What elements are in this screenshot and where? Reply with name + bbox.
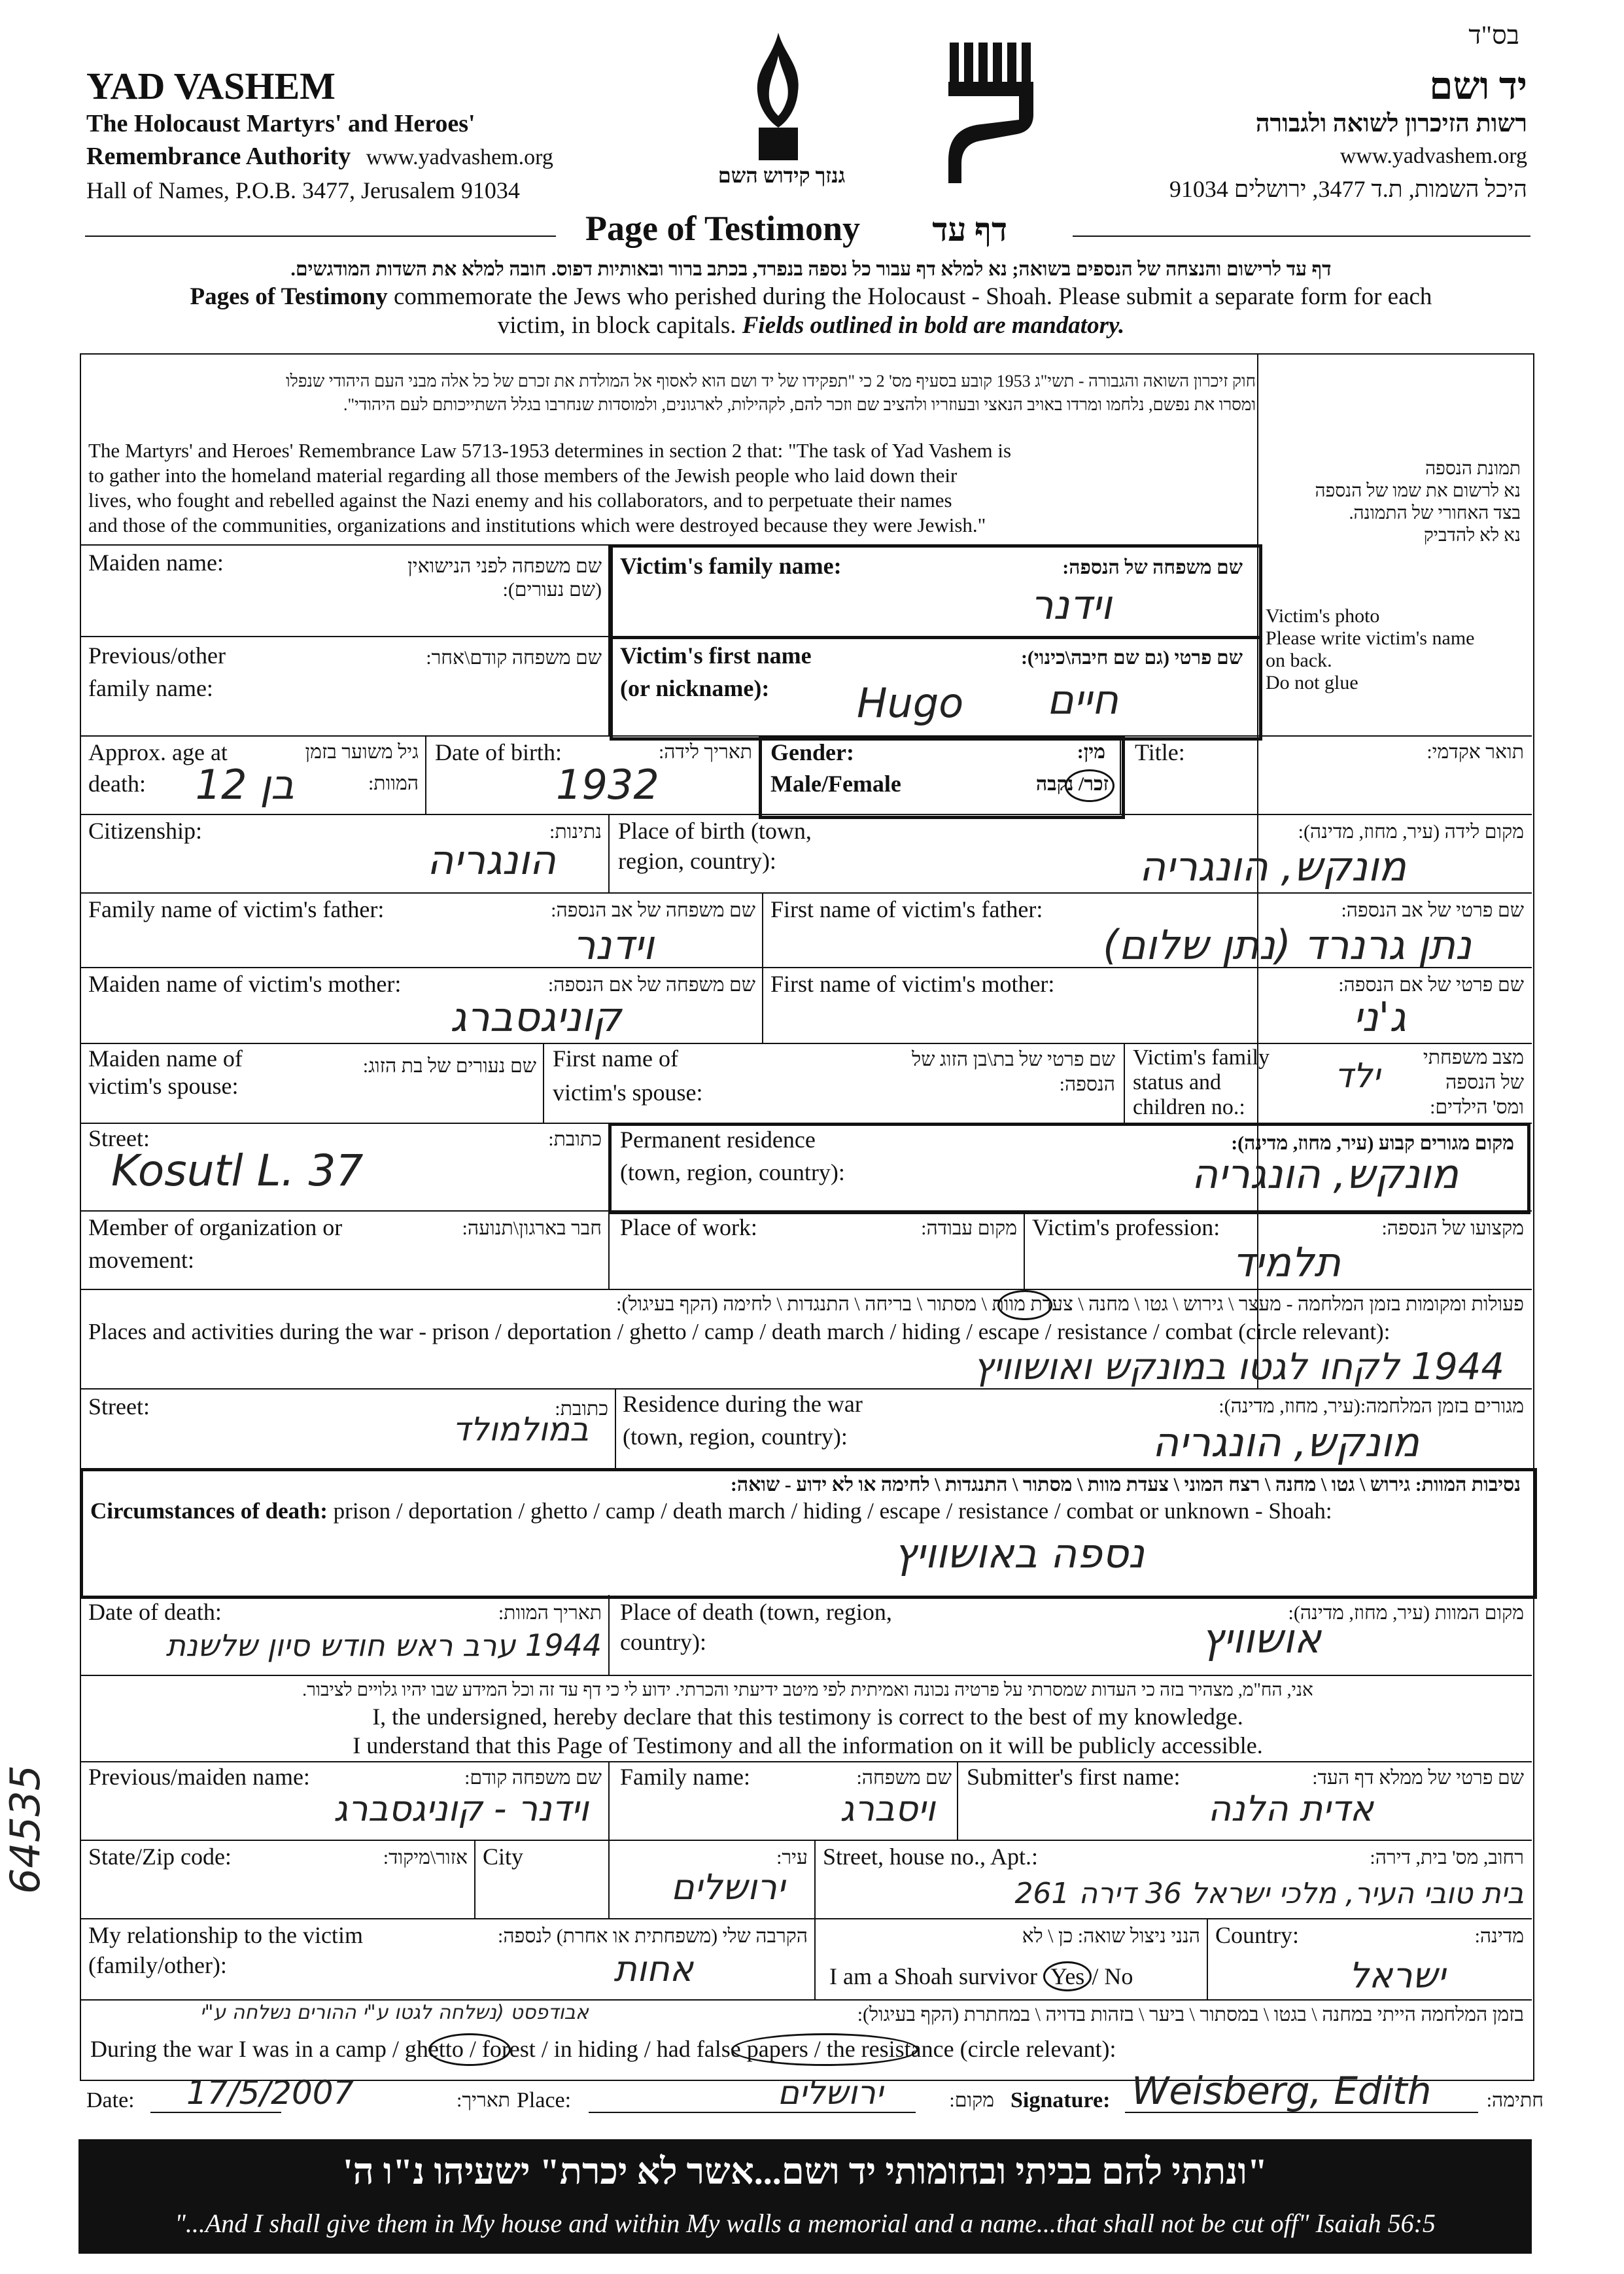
age-label-he: גיל משוער בזמן (305, 741, 419, 763)
col-rule (814, 1840, 816, 1918)
war-residence-label: Residence during the war (623, 1391, 863, 1417)
country-label: Country: (1215, 1922, 1300, 1948)
submitter-street-label-he: רחוב, מס' בית, דירה: (1370, 1847, 1524, 1868)
intro-en-line2: victim, in block capitals. (497, 312, 736, 339)
margin-number: 64535 (1, 1764, 50, 1895)
col-rule (1124, 1043, 1125, 1123)
signature-label: Signature: (1011, 2088, 1111, 2112)
father-first-label: First name of victim's father: (770, 896, 1043, 922)
circumstances-label-en (90, 1498, 1332, 1524)
zip-label: State/Zip code: (88, 1844, 232, 1870)
address-he: היכל השמות, ת.ד 3477, ירושלים 91034 (1169, 176, 1527, 202)
law-he-line2: ומסרו את נפשם, נלחמו ומרדו באויב הנאצי ובעוזריו ולהציב שם וזכר להם, לקהילות, לארגונים, ולמוסדות שנחרבו בגלל השתייכותם לעם היהודי". (343, 395, 1256, 414)
address-en: Hall of Names, P.O.B. 3477, Jerusalem 91034 (86, 177, 520, 203)
col-rule (608, 1210, 610, 1289)
birth-place-label-he: מקום לידה (עיר, מחוז, מדינה): (1298, 821, 1524, 843)
war-residence-label-2: (town, region, country): (623, 1424, 848, 1450)
declaration-en-1: I, the undersigned, hereby declare that this testimony is correct to the best of my knowledge. (372, 1704, 1243, 1730)
circumstances-label-he: נסיבות המוות: גירוש \ גטו \ מחנה \ רצח המוני \ צעדת מוות \ מסתור \ התנגדות \ לחימה או לא ידוע - שואה: (730, 1474, 1521, 1496)
family-status-label (1133, 1045, 1270, 1120)
photo-en-1: Victim's photo (1266, 605, 1380, 627)
footer-quote-he: "ונתתי להם בביתי ובחומותי יד ושם...אשר לא יכרת" ישעיהו נ"ו ה' (343, 2152, 1268, 2192)
submitter-street-label: Street, house no., Apt.: (823, 1844, 1038, 1870)
row-rule (80, 1289, 1532, 1290)
maiden-name-label-he: שם משפחה לפני הנישואין (407, 555, 602, 577)
date-label: Date: (86, 2088, 135, 2112)
wartime-false-papers-circle[interactable] (731, 2033, 918, 2066)
submitter-first-label-he: שם פרטי של ממלא דף העד: (1312, 1767, 1524, 1789)
first-name-label-2: (or nickname): (620, 675, 770, 701)
death-place-label-he: מקום המוות (עיר, מחוז, מדינה): (1288, 1602, 1524, 1624)
row-rule (80, 1210, 1532, 1212)
col-rule (425, 735, 426, 815)
relationship-label: My relationship to the victim (88, 1922, 363, 1948)
city-label-he: עיר: (776, 1847, 808, 1868)
country-label-he: מדינה: (1474, 1925, 1524, 1947)
spouse-first-label-2: victim's spouse: (553, 1079, 703, 1106)
intro-en-bold: Pages of Testimony (190, 283, 388, 310)
zip-label-he: אזור\מיקוד: (383, 1847, 468, 1868)
street-label-he: כתובת: (548, 1128, 602, 1150)
mother-maiden-label: Maiden name of victim's mother: (88, 971, 402, 997)
submitter-prev-label: Previous/maiden name: (88, 1764, 310, 1790)
wartime-note: אבודפסט (נשלחה לגטו ע"י ההורים נשלחה ע"י (199, 2001, 589, 2024)
spouse-first-label-he2: הנספה: (1059, 1074, 1115, 1095)
header-left (86, 65, 675, 207)
spouse-maiden-label: Maiden name of (88, 1045, 243, 1072)
col-rule (814, 1918, 816, 1999)
photo-he-4: נא לא להדביק (1423, 525, 1521, 546)
organization-label: Member of organization or (88, 1214, 343, 1240)
intro-he: דף עד לרישום והנצחה של הנספים בשואה; נא למלא דף עבור כל נספה בנפרד, בכתב ברור ובאותיות דפוס. חובה למלא את השדות המודגשים. (290, 258, 1332, 280)
title-label: Title: (1135, 739, 1185, 765)
col-rule (474, 1840, 475, 1918)
maiden-name-label: Maiden name: (88, 550, 224, 576)
war-activities-label: Places and activities during the war - prison / deportation / ghetto / camp / death march / hiding / escape / resistance / combat (circle relevant): (88, 1319, 1391, 1344)
date-value[interactable]: 17/5/2007 (186, 2074, 354, 2112)
spouse-first-label: First name of (553, 1045, 678, 1072)
residence-label: Permanent residence (620, 1127, 816, 1153)
row-rule (80, 892, 1532, 894)
wartime-label: During the war I was in a camp / ghetto / forest / in hiding / had false papers / the resistance (circle relevant): (90, 2036, 1116, 2062)
family-status-value[interactable]: ילד (1334, 1057, 1380, 1096)
war-residence-value[interactable]: מונקש, הונגריה (1152, 1418, 1419, 1466)
dob-label: Date of birth: (435, 739, 562, 765)
place-label-he: מקום: (949, 2090, 994, 2111)
father-family-label-he: שם משפחה של אב הנספה: (551, 900, 755, 921)
col-rule (1024, 1210, 1025, 1289)
family-status-label-2: status and (1133, 1070, 1222, 1094)
corner-mark: בס"ד (1468, 20, 1519, 50)
flame-icon (739, 29, 818, 167)
age-label-he2: המוות: (368, 773, 419, 794)
submitter-prev-label-he: שם משפחה קודם: (464, 1767, 602, 1789)
gender-options: זכר/ נקבה (1035, 773, 1109, 795)
submitter-family-value[interactable]: ויסברג (840, 1788, 935, 1829)
family-status-label-1: Victim's family (1133, 1045, 1270, 1070)
war-street-label-he: כתובת: (555, 1398, 608, 1420)
intro-mandatory: Fields outlined in bold are mandatory. (742, 312, 1125, 339)
signature-label-he: חתימה: (1486, 2090, 1544, 2111)
place-label: Place: (517, 2088, 572, 2112)
relationship-label-he: הקרבה שלי (משפחתית או אחרת) לנספה: (498, 1925, 808, 1947)
gender-circle[interactable] (1065, 769, 1114, 802)
col-rule (1207, 1918, 1208, 1999)
family-status-label-he3: ומס' הילדים: (1430, 1096, 1524, 1118)
country-value[interactable]: ישראל (1349, 1955, 1445, 1996)
footer-quote-en: "...And I shall give them in My house and within My walls a memorial and a name...that shall not be cut off" Isaiah 56:5 (175, 2209, 1436, 2238)
family-name-value[interactable]: וידנר (1030, 581, 1112, 629)
birth-place-label: Place of birth (town, (618, 818, 812, 844)
photo-en-4: Do not glue (1266, 672, 1358, 693)
city-label: City (483, 1844, 524, 1870)
mother-maiden-value[interactable]: קוניגסברג (450, 993, 621, 1041)
war-activities-value[interactable]: 1944 לקחו לגטו במונקש ואושוויץ (973, 1346, 1504, 1388)
wartime-label-he: בזמן המלחמה הייתי במחנה \ בגטו \ במסתור \ ביער \ בזהות בדויה \ במחתרת (הקף בעיגול): (857, 2004, 1524, 2025)
family-status-label-he2: של הנספה (1445, 1072, 1524, 1093)
street-label: Street: (88, 1125, 150, 1151)
declaration-en-2: I understand that this Page of Testimony and all the information on it will be publicly accessible. (353, 1732, 1263, 1758)
place-line (589, 2112, 916, 2113)
law-en-line4: and those of the communities, organizations and institutions which were destroyed because they were Jewish." (88, 514, 986, 536)
spouse-first-label-he: שם פרטי של בת\בן הזוג של (912, 1049, 1115, 1070)
col-rule (615, 1388, 616, 1468)
mother-first-label: First name of victim's mother: (770, 971, 1055, 997)
gender-label-2: Male/Female (770, 771, 901, 797)
col-rule (608, 814, 610, 892)
org-line3-text: Remembrance Authority (86, 143, 351, 170)
website-en: www.yadvashem.org (366, 145, 553, 169)
law-en-line2: to gather into the homeland material regarding all those members of the Jewish people who laid down their (88, 464, 958, 487)
profession-label-he: מקצועו של הנספה: (1381, 1217, 1524, 1239)
father-family-value[interactable]: וידנר (572, 921, 654, 969)
signature-value[interactable]: Weisberg, Edith (1132, 2069, 1432, 2113)
family-name-label: Victim's family name: (620, 553, 842, 579)
mother-first-label-he: שם פרטי של אם הנספה: (1338, 974, 1524, 996)
law-en-line1: The Martyrs' and Heroes' Remembrance Law 5713-1953 determines in section 2 that: "The task of Yad Vashem is (88, 439, 1012, 462)
submitter-family-label: Family name: (620, 1764, 750, 1790)
dob-value[interactable]: 1932 (556, 761, 659, 809)
organization-label-2: movement: (88, 1247, 194, 1273)
row-rule (80, 1761, 1532, 1762)
war-activities-label-he: פעולות ומקומות בזמן המלחמה - מעצר \ גירוש \ גטו \ מחנה \ צעדת מוות \ מסתור \ בריחה \ התנגדות \ לחימה (הקף בעיגול): (616, 1293, 1524, 1315)
death-date-label: Date of death: (88, 1599, 222, 1625)
photo-he-1: תמונת הנספה (1425, 459, 1521, 479)
declaration-he: אני, הח"מ, מצהיר בזה כי העדות שמסרתי על פרטיה נכונה ואמיתית לפי מיטב ידיעתי והכרתי. ידוע לי כי דף עד זה וכל המידע שבו יהיו גלויים לציבור. (302, 1680, 1313, 1700)
org-line2-en: The Holocaust Martyrs' and Heroes' (86, 110, 475, 137)
first-name-label: Victim's first name (620, 642, 812, 669)
row-rule (80, 1675, 1532, 1676)
law-he-line1: חוק זיכרון השואה והגבורה - תשי"ג 1953 קובע בסעיף מס' 2 כי "תפקידו של יד ושם הוא לאסוף אל המולדת את זכרם של כל אלה מבני העם היהודי שנפלו (286, 372, 1256, 391)
row-rule (80, 1999, 1532, 2001)
war-activities-ghetto-circle (997, 1290, 1052, 1320)
circumstances-label-bold: Circumstances of death: (90, 1498, 328, 1524)
col-rule (608, 1595, 610, 1675)
profession-label: Victim's profession: (1032, 1214, 1220, 1240)
submitter-family-label-he: שם משפחה: (856, 1767, 952, 1789)
photo-en-3: on back. (1266, 650, 1332, 671)
org-line3-en (86, 140, 675, 174)
city-value[interactable]: ירושלים (670, 1866, 785, 1908)
citizenship-label-he: נתינות: (549, 821, 602, 843)
first-name-label-he: שם פרטי (גם שם חיבה\כינוי): (1020, 647, 1243, 669)
row-rule (80, 636, 610, 637)
survivor-question: I am a Shoah survivor (829, 1963, 1037, 1989)
mother-maiden-label-he: שם משפחה של אם הנספה: (547, 974, 755, 996)
death-place-label-2: country): (620, 1629, 706, 1655)
previous-name-label: Previous/other (88, 642, 226, 669)
photo-box-he (1266, 458, 1521, 547)
photo-he-2: נא לרשום את שמו של הנספה (1315, 481, 1521, 501)
org-name-en: YAD VASHEM (86, 65, 336, 107)
intro-en (92, 283, 1530, 340)
submitter-street-value[interactable]: בית טובי העיר, מלכי ישראל 36 דירה 261 (1014, 1877, 1524, 1910)
father-first-label-he: שם פרטי של אב הנספה: (1341, 900, 1524, 921)
maiden-name-label-he2: (שם נעורים): (502, 579, 602, 601)
spouse-maiden-label-2: victim's spouse: (88, 1073, 239, 1099)
death-date-value[interactable]: 1944 ערב ראש חודש סיון שלשנת (165, 1628, 602, 1663)
war-street-value[interactable]: במולמולד (452, 1410, 589, 1448)
dob-label-he: תאריך לידה: (658, 741, 752, 763)
death-place-label: Place of death (town, region, (620, 1599, 892, 1625)
flame-emblem (739, 29, 818, 167)
family-status-label-he (1380, 1045, 1524, 1120)
birth-place-value[interactable]: מונקש, הונגריה (1139, 843, 1406, 890)
survivor-label-he: הנני ניצול שואה: כן \ לא (1022, 1925, 1200, 1947)
row-rule (80, 814, 1532, 815)
workplace-label-he: מקום עבודה: (921, 1217, 1017, 1239)
survivor-yes[interactable]: Yes (1043, 1961, 1092, 1991)
father-family-label: Family name of victim's father: (88, 896, 385, 922)
organization-label-he: חבר בארגון\תנועה: (462, 1217, 602, 1239)
gender-label: Gender: (770, 739, 854, 765)
col-rule (957, 1761, 958, 1840)
photo-he-3: בצד האחורי של התמונה. (1349, 503, 1521, 523)
age-label: Approx. age at (88, 739, 228, 765)
citizenship-value[interactable]: הונגריה (426, 836, 556, 884)
org-name-he: יד ושם (1429, 65, 1527, 107)
row-rule (80, 1840, 1532, 1841)
row-rule (80, 1043, 1532, 1044)
previous-name-label-2: family name: (88, 675, 213, 701)
law-en-line3: lives, who fought and rebelled against the Nazi enemy and his collaborators, and to perpetuate their names (88, 489, 952, 512)
photo-en-2: Please write victim's name (1266, 627, 1475, 649)
survivor-slash: / (1092, 1963, 1099, 1989)
first-name-latin-value[interactable]: Hugo (857, 679, 964, 727)
emblem-caption: גנזך קידוש השם (717, 164, 846, 187)
death-date-label-he: תאריך המוות: (498, 1602, 602, 1624)
intro-en-rest: commemorate the Jews who perished during the Holocaust - Shoah. Please submit a separate form for each (393, 283, 1432, 310)
title-rule-right (1073, 236, 1530, 237)
circumstances-label-rest: prison / deportation / ghetto / camp / death march / hiding / escape / resistance / combat or unknown - Shoah: (333, 1498, 1332, 1524)
previous-name-label-he: שם משפחה קודם\אחר: (426, 647, 602, 669)
footer-banner (78, 2139, 1532, 2254)
org-line2-he: רשות הזיכרון לשואה ולגבורה (1255, 110, 1527, 137)
header-right (1004, 65, 1527, 205)
row-rule (80, 1918, 1532, 1919)
submitter-first-label: Submitter's first name: (967, 1764, 1181, 1790)
family-status-label-he1: מצב משפחתי (1423, 1047, 1524, 1068)
street-value[interactable]: Kosutl L. 37 (111, 1146, 364, 1196)
age-value[interactable]: בן 12 (195, 761, 294, 809)
spouse-maiden-label-he: שם נעורים של בת הזוג: (362, 1055, 536, 1077)
title-rule-left (85, 236, 556, 237)
birth-place-label-2: region, country): (618, 848, 776, 874)
citizenship-label: Citizenship: (88, 818, 202, 844)
website-he: www.yadvashem.org (1339, 144, 1527, 168)
photo-box-en[interactable] (1266, 605, 1521, 694)
law-en (88, 438, 1249, 538)
father-first-value[interactable]: נתן גרנרד (נתן שלום) (1103, 921, 1472, 969)
page-title-he: דף עד (932, 211, 1007, 248)
relationship-label-2: (family/other): (88, 1952, 227, 1978)
date-line (150, 2112, 281, 2113)
circumstances-value[interactable]: נספה באושוויץ (893, 1530, 1145, 1577)
residence-label-he: מקום מגורים קבוע (עיר, מחוז, מדינה): (1231, 1132, 1514, 1154)
family-status-label-3: children no.: (1133, 1095, 1245, 1119)
row-rule (80, 967, 1532, 968)
survivor-no[interactable]: No (1104, 1963, 1133, 1989)
gender-label-he: מין: (1077, 741, 1105, 763)
declaration-en (92, 1702, 1524, 1760)
title-label-he: תואר אקדמי: (1426, 741, 1524, 763)
residence-value[interactable]: מונקש, הונגריה (1191, 1150, 1459, 1198)
date-label-he: תאריך: (457, 2090, 510, 2111)
mother-first-value[interactable]: ג'ני (1353, 993, 1406, 1041)
law-he (85, 370, 1256, 417)
relationship-value[interactable]: אחות (613, 1948, 693, 1989)
place-value[interactable]: ירושלים (777, 2074, 883, 2112)
submitter-first-value[interactable]: אדית הלנה (1207, 1788, 1373, 1829)
family-name-label-he: שם משפחה של הנספה: (1062, 557, 1243, 578)
survivor-label (829, 1961, 1133, 1991)
first-name-he-value[interactable]: חיים (1046, 676, 1118, 724)
death-place-value[interactable]: אושוויץ (1201, 1615, 1321, 1662)
residence-label-2: (town, region, country): (620, 1159, 845, 1185)
age-label-2: death: (88, 771, 146, 797)
workplace-label: Place of work: (620, 1214, 757, 1240)
war-residence-label-he: מגורים בזמן המלחמה:(עיר, מחוז, מדינה): (1218, 1395, 1524, 1417)
war-street-label: Street: (88, 1393, 150, 1420)
row-rule (80, 1388, 1532, 1390)
wartime-ghetto-circle[interactable] (428, 2033, 511, 2066)
profession-value[interactable]: תלמיד (1232, 1238, 1341, 1286)
submitter-prev-value[interactable]: וידנר - קוניגסברג (333, 1788, 589, 1829)
col-rule (543, 1043, 544, 1123)
page-title-en: Page of Testimony (585, 209, 861, 248)
